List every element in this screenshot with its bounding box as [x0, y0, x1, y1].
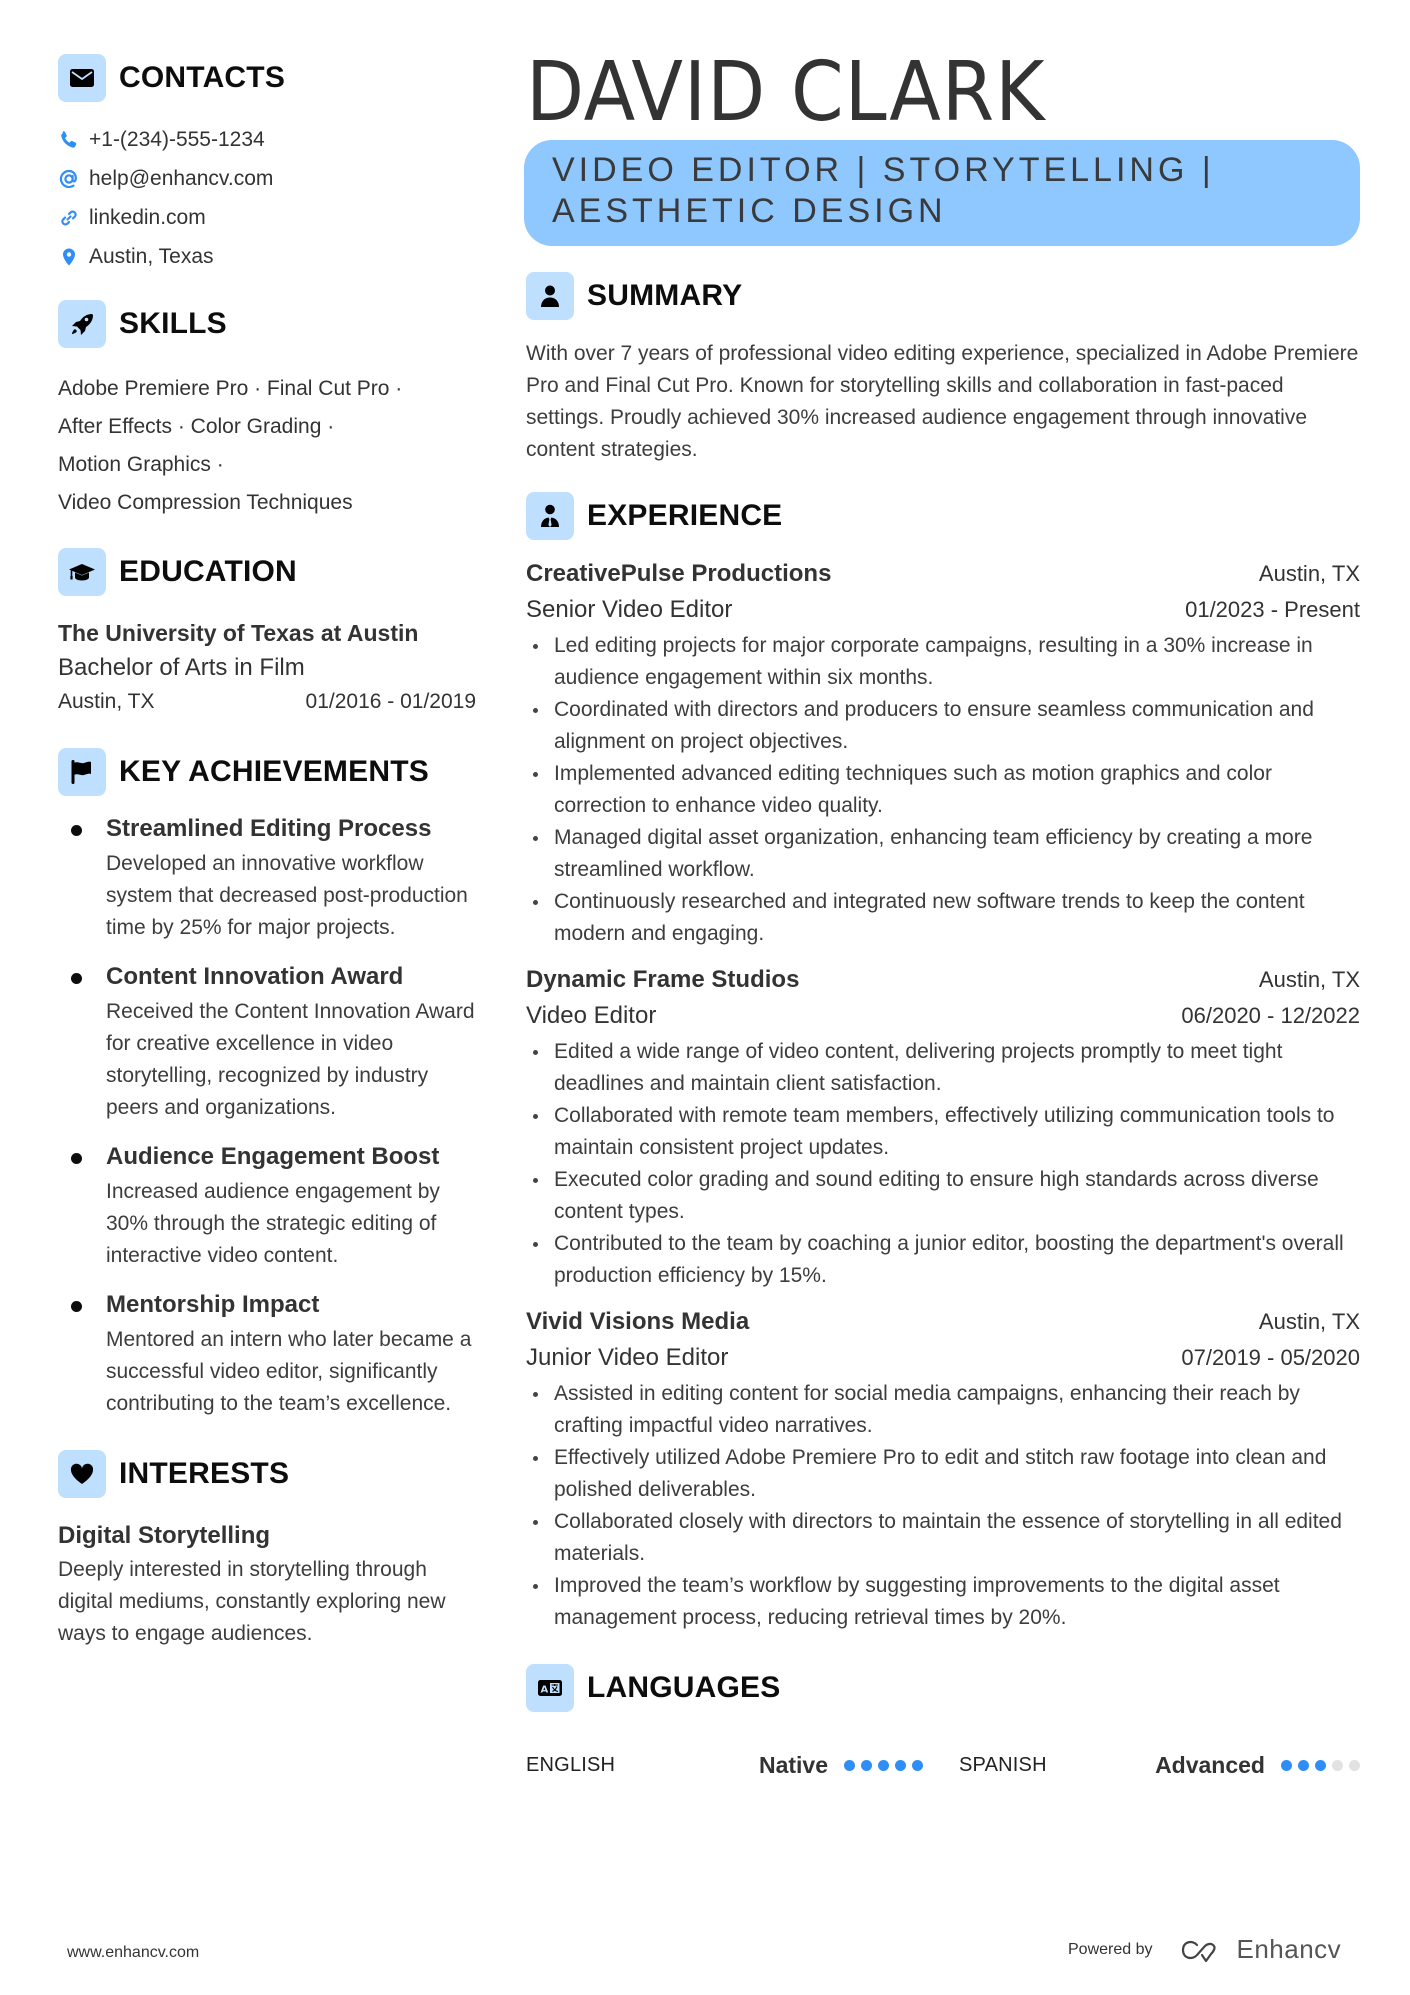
job-dates: 01/2023 - Present [1185, 597, 1360, 622]
job-company: CreativePulse Productions [526, 560, 832, 587]
education-header [58, 548, 478, 596]
language-level: Native [758, 1751, 828, 1778]
job-bullet: Improved the team’s workflow by suggesting improvements to the digital asset management process, reducing retrieval times by 20%. [526, 1570, 1360, 1634]
proficiency-dots [1281, 1760, 1360, 1771]
dot-filled [861, 1760, 872, 1771]
contact-phone-text: +1-(234)-555-1234 [89, 127, 265, 151]
dot-empty [1349, 1760, 1360, 1771]
job-location: Austin, TX [1258, 561, 1360, 586]
skill-line: Motion Graphics · [58, 453, 224, 476]
contact-email-text: help@enhancv.com [89, 166, 274, 190]
achievement-title: Mentorship Impact [106, 1291, 320, 1318]
enhancv-logo-icon [1179, 1937, 1227, 1963]
achievement-title: Content Innovation Award [106, 963, 404, 990]
contacts-header [58, 54, 478, 102]
education-dates: 01/2016 - 01/2019 [305, 690, 476, 713]
contact-linkedin-text: linkedin.com [89, 205, 206, 229]
left-column [58, 54, 478, 1650]
skill-line: Video Compression Techniques [58, 491, 353, 514]
language-item-english [526, 1752, 959, 1779]
right-column [526, 45, 1360, 1780]
svg-text:A: A [540, 1684, 549, 1696]
job-bullet: Contributed to the team by coaching a junior editor, boosting the department's overall production efficiency by 15%. [526, 1228, 1360, 1292]
contact-email[interactable] [58, 159, 478, 198]
language-name: ENGLISH [526, 1753, 616, 1776]
job-header-row [526, 962, 1360, 998]
flag-icon [58, 748, 106, 796]
achievements-section [58, 748, 478, 1420]
contact-location [58, 237, 478, 276]
interests-header [58, 1450, 478, 1498]
dot-filled [844, 1760, 855, 1771]
job-company: Dynamic Frame Studios [526, 966, 800, 993]
summary-section [526, 272, 1360, 466]
languages-list [526, 1750, 1360, 1780]
dot-filled [1315, 1760, 1326, 1771]
job-bullet: Collaborated with remote team members, effectively utilizing communication tools to maintain consistent project updates. [526, 1100, 1360, 1164]
skill-line: Adobe Premiere Pro · Final Cut Pro · [58, 377, 403, 400]
dot-empty [1332, 1760, 1343, 1771]
bullet-icon [71, 1301, 82, 1312]
job-role: Junior Video Editor [526, 1344, 729, 1371]
dot-filled [878, 1760, 889, 1771]
job-bullet: Executed color grading and sound editing to ensure high standards across diverse content types. [526, 1164, 1360, 1228]
contacts-list [58, 120, 478, 276]
job-bullets [526, 1378, 1360, 1634]
languages-title: LANGUAGES [587, 1671, 781, 1704]
languages-section [526, 1664, 1360, 1780]
location-pin-icon [58, 246, 80, 268]
brand-name: Enhancv [1236, 1934, 1342, 1964]
job-bullet: Managed digital asset organization, enhancing team efficiency by creating a more streamlined workflow. [526, 822, 1360, 886]
experience-title: EXPERIENCE [587, 499, 783, 532]
job-entry [526, 1304, 1360, 1634]
experience-section [526, 492, 1360, 1634]
job-company: Vivid Visions Media [526, 1308, 750, 1335]
dot-filled [1298, 1760, 1309, 1771]
contact-phone[interactable] [58, 120, 478, 159]
achievement-desc: Increased audience engagement by 30% through the strategic editing of interactive video content. [106, 1180, 440, 1267]
achievement-desc: Developed an innovative workflow system that decreased post-production time by 25% for major projects. [106, 852, 468, 939]
interests-title: INTERESTS [119, 1457, 290, 1490]
achievements-title: KEY ACHIEVEMENTS [119, 755, 429, 788]
achievement-item [58, 1290, 478, 1420]
job-bullet: Edited a wide range of video content, delivering projects promptly to meet tight deadlines and maintain client satisfaction. [526, 1036, 1360, 1100]
job-header-row [526, 1304, 1360, 1340]
proficiency-dots [844, 1760, 923, 1771]
job-bullet: Effectively utilized Adobe Premiere Pro to edit and stitch raw footage into clean and polished deliverables. [526, 1442, 1360, 1506]
education-meta [58, 686, 476, 718]
achievement-desc: Received the Content Innovation Award for creative excellence in video storytelling, recognized by industry peers and organizations. [106, 1000, 475, 1119]
achievement-item [58, 1142, 478, 1272]
bullet-icon [71, 1153, 82, 1164]
job-location: Austin, TX [1258, 967, 1360, 992]
achievement-item [58, 814, 478, 944]
job-location: Austin, TX [1258, 1309, 1360, 1334]
skills-title: SKILLS [119, 307, 227, 340]
dot-filled [895, 1760, 906, 1771]
skill-line: After Effects · Color Grading · [58, 415, 335, 438]
skills-list [58, 370, 478, 522]
contact-location-text: Austin, Texas [89, 244, 214, 268]
education-degree: Bachelor of Arts in Film [58, 654, 305, 681]
skills-header [58, 300, 478, 348]
experience-header [526, 492, 1360, 540]
graduation-cap-icon [58, 548, 106, 596]
job-subheader-row [526, 1340, 1360, 1376]
education-school: The University of Texas at Austin [58, 620, 419, 646]
rocket-icon [58, 300, 106, 348]
language-level: Advanced [1155, 1751, 1265, 1778]
achievement-item [58, 962, 478, 1124]
bullet-icon [71, 973, 82, 984]
achievement-title: Audience Engagement Boost [106, 1143, 440, 1170]
job-role: Senior Video Editor [526, 596, 733, 623]
job-header-row [526, 556, 1360, 592]
interest-desc: Deeply interested in storytelling through digital mediums, constantly exploring new ways to engage audiences. [58, 1558, 446, 1645]
dot-filled [912, 1760, 923, 1771]
translate-icon [526, 1664, 574, 1712]
footer-website-link[interactable]: www.enhancv.com [67, 1944, 200, 1961]
summary-title: SUMMARY [587, 279, 743, 312]
language-name: SPANISH [959, 1753, 1047, 1776]
job-bullet: Collaborated closely with directors to maintain the essence of storytelling in all edited materials. [526, 1506, 1360, 1570]
contacts-title: CONTACTS [119, 61, 286, 94]
envelope-icon [58, 54, 106, 102]
enhancv-logo [1179, 1934, 1342, 1965]
contact-linkedin[interactable] [58, 198, 478, 237]
achievements-header [58, 748, 478, 796]
language-item-spanish [959, 1752, 1360, 1779]
bullet-icon [71, 825, 82, 836]
job-bullet: Continuously researched and integrated new software trends to keep the content modern and engaging. [526, 886, 1360, 950]
job-bullets [526, 630, 1360, 950]
education-section [58, 548, 478, 718]
job-role: Video Editor [526, 1002, 657, 1029]
achievement-desc: Mentored an intern who later became a successful video editor, significantly contributing to the team’s excellence. [106, 1328, 472, 1415]
job-bullet: Implemented advanced editing techniques such as motion graphics and color correction to enhance video quality. [526, 758, 1360, 822]
languages-header [526, 1664, 1360, 1712]
job-bullet: Assisted in editing content for social media campaigns, enhancing their reach by crafting impactful video narratives. [526, 1378, 1360, 1442]
job-dates: 07/2019 - 05/2020 [1181, 1345, 1360, 1370]
dot-filled [1281, 1760, 1292, 1771]
headline-text: VIDEO EDITOR | STORYTELLING | AESTHETIC DESIGN [552, 151, 1215, 230]
link-icon [58, 207, 80, 229]
at-icon [58, 168, 80, 190]
powered-by-label: Powered by [1068, 1940, 1153, 1958]
user-icon [526, 272, 574, 320]
job-bullet: Coordinated with directors and producers to ensure seamless communication and alignment on project objectives. [526, 694, 1360, 758]
education-title: EDUCATION [119, 555, 297, 588]
headline-banner [524, 140, 1360, 246]
job-bullet: Led editing projects for major corporate campaigns, resulting in a 30% increase in audience engagement within six months. [526, 630, 1360, 694]
footer-branding[interactable] [1068, 1934, 1341, 1965]
job-dates: 06/2020 - 12/2022 [1181, 1003, 1360, 1028]
summary-text: With over 7 years of professional video editing experience, specialized in Adobe Premiere Pro and Final Cut Pro. Known for storytelling skills and collaboration in fast-paced settings. Proudly achieved 30% increased audience engagement through innovative content strategies. [526, 342, 1359, 461]
job-subheader-row [526, 998, 1360, 1034]
achievement-title: Streamlined Editing Process [106, 815, 432, 842]
job-subheader-row [526, 592, 1360, 628]
interest-title: Digital Storytelling [58, 1522, 271, 1549]
skills-section [58, 300, 478, 522]
job-bullets [526, 1036, 1360, 1292]
heart-icon [58, 1450, 106, 1498]
businessman-icon [526, 492, 574, 540]
phone-icon [58, 129, 80, 151]
interests-section [58, 1450, 478, 1650]
summary-header [526, 272, 1360, 320]
job-entry [526, 556, 1360, 950]
job-entry [526, 962, 1360, 1292]
contacts-section [58, 54, 478, 276]
candidate-name: DAVID CLARK [526, 45, 1046, 140]
education-location: Austin, TX [58, 690, 155, 713]
